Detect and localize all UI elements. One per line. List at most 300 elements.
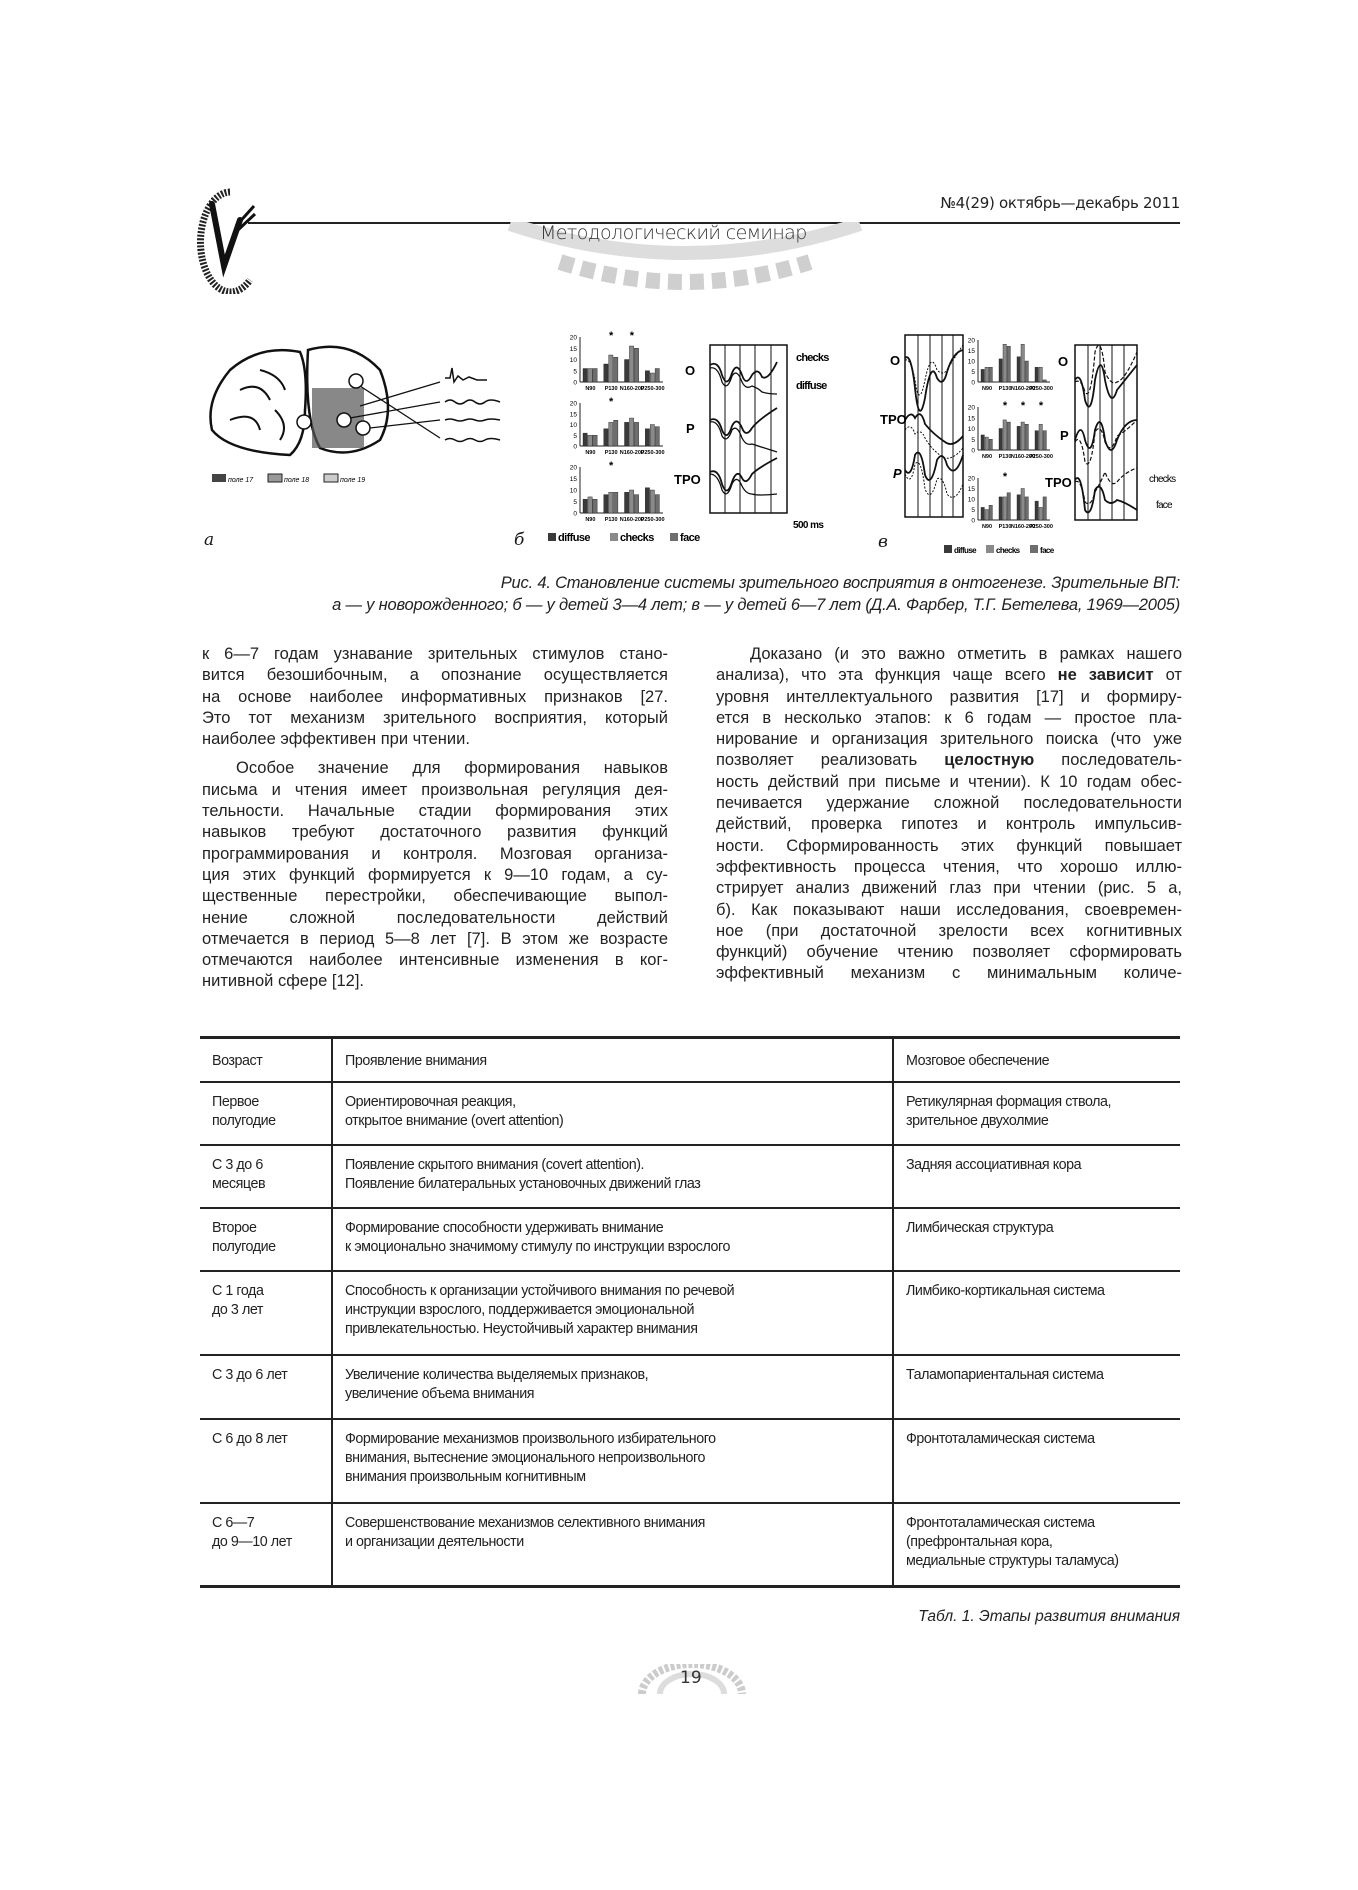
legend-swatch-checks (610, 533, 618, 541)
table-cell (893, 1419, 1180, 1503)
legend-swatch-diffuse (548, 533, 556, 541)
text-run: функций) обучение чтению позволяет сформировать (716, 943, 1182, 962)
text-line (202, 822, 668, 843)
text-line (716, 708, 1182, 729)
cell-line: внимания, вытеснение эмоционального непроизвольного (345, 1449, 705, 1466)
table-cell (200, 1208, 332, 1271)
table-caption: Табл. 1. Этапы развития внимания (918, 1608, 1180, 1625)
panel-v-waves-right (1075, 345, 1137, 520)
cell-line: открытое внимание (overt attention) (345, 1112, 564, 1129)
text-run: последователь- (1034, 751, 1182, 770)
panel-v-waves-left (905, 335, 963, 517)
y-tick-label: 10 (967, 496, 975, 504)
bar (1035, 367, 1038, 382)
bar (634, 422, 638, 446)
x-tick-label: N160-200 (1010, 454, 1036, 460)
figure-caption-line-1: Рис. 4. Становление системы зрительного восприятия в онтогенезе. Зрительные ВП: (500, 574, 1180, 592)
text-run: тельности. Начальные стадии формирования этих (202, 802, 668, 821)
lead-label-o: O (685, 363, 696, 378)
time-scale: 500 ms (793, 520, 824, 531)
bar (583, 369, 587, 383)
y-tick-label: 0 (573, 443, 577, 451)
significance-star-icon: * (1002, 471, 1008, 483)
table-cell (893, 1271, 1180, 1355)
text-run: нитивной сфере [12]. (202, 972, 365, 991)
column-header: Мозговое обеспечение (893, 1038, 1180, 1082)
x-tick-label: N90 (981, 524, 993, 530)
text-line (202, 844, 668, 865)
x-tick-label: P130 (604, 517, 618, 523)
x-tick-label: P250-300 (640, 517, 665, 523)
table-cell (200, 1503, 332, 1587)
bar (655, 427, 659, 446)
y-tick-label: 15 (569, 411, 577, 419)
cell-line: С 6 до 8 лет (212, 1430, 288, 1447)
bar-chart-tpo (570, 460, 665, 523)
text-line (716, 878, 1182, 899)
bar (981, 369, 984, 382)
bar (1043, 380, 1046, 382)
lead-label-p-v: P (893, 466, 902, 481)
bar (1017, 357, 1020, 382)
y-tick-label: 20 (569, 464, 577, 472)
text-line (202, 729, 668, 750)
y-tick-label: 20 (967, 475, 975, 483)
legend-label-diffuse: diffuse (954, 546, 977, 555)
bar-chart-o (570, 330, 665, 392)
column-header: Возраст (200, 1038, 332, 1082)
significance-star-icon: * (608, 460, 614, 472)
figure-panels-b-v (0, 0, 1358, 570)
text-line (716, 814, 1182, 835)
legend-swatch-checks (986, 545, 994, 553)
x-tick-label: N90 (585, 386, 596, 392)
panel-label-a: а (204, 530, 215, 550)
text-run: уровня интеллектуального развития [17] и формиру- (716, 687, 1182, 706)
y-tick-label: 15 (967, 486, 975, 493)
y-tick-label: 5 (573, 368, 577, 376)
bar (989, 367, 992, 382)
y-tick-label: 0 (971, 379, 975, 387)
text-run: ция этих функций формируется к 9—10 годам, а су- (202, 865, 668, 884)
bar (650, 373, 654, 382)
bar (999, 429, 1002, 451)
curve-label-checks-v: checks (1149, 474, 1176, 485)
lead-label-tpo: TPO (674, 472, 701, 487)
cell-line: Увеличение количества выделяемых признаков, (345, 1366, 649, 1383)
issue-info: №4(29) октябрь—декабрь 2011 (940, 194, 1180, 212)
x-tick-label: P250-300 (1029, 454, 1053, 460)
table-row (200, 1419, 1180, 1503)
cell-line: Фронтоталамическая система (906, 1430, 1095, 1447)
cell-line: к эмоционально значимому стимулу по инструкции взрослого (345, 1238, 730, 1255)
bar (1035, 501, 1038, 520)
bar (981, 435, 984, 450)
bar (1035, 431, 1038, 450)
bar (629, 346, 633, 382)
text-run: ное (при достаточной зрелости всех когнитивных (716, 921, 1182, 940)
bar (999, 359, 1002, 382)
bar (1039, 507, 1042, 520)
text-line (202, 665, 668, 686)
table-row (200, 1145, 1180, 1208)
cell-line: зрительное двухолмие (906, 1112, 1049, 1129)
cell-line: Второе (212, 1219, 257, 1236)
y-tick-label: 15 (967, 348, 975, 355)
cell-line: (префронтальная кора, (906, 1533, 1053, 1550)
y-tick-label: 5 (971, 436, 975, 444)
cell-line: до 3 лет (212, 1301, 263, 1318)
brain-legend-2: поле 18 (284, 477, 310, 484)
text-run: нирование и организация зрительного поиска (что уже (716, 730, 1182, 749)
table-cell (332, 1271, 893, 1355)
bar (593, 435, 597, 446)
attention-stages-table (200, 1036, 1180, 1588)
text-run: отмечается в период 5—8 лет [7]. В этом же возрасте (202, 929, 668, 948)
text-line (716, 942, 1182, 963)
figure-caption (332, 572, 1180, 616)
y-tick-label: 10 (569, 487, 577, 495)
table-row (200, 1355, 1180, 1419)
y-tick-label: 20 (569, 400, 577, 408)
bar (1003, 497, 1006, 520)
bar (609, 492, 613, 513)
x-tick-label: N160-200 (619, 386, 644, 392)
y-tick-label: 5 (971, 369, 975, 376)
cell-line: Лимбическая структура (906, 1219, 1054, 1236)
bar (629, 490, 633, 513)
x-tick-label: P130 (998, 524, 1012, 530)
y-tick-label: 20 (569, 334, 577, 342)
text-line (716, 857, 1182, 878)
x-tick-label: N90 (585, 517, 596, 523)
bar (1025, 424, 1028, 450)
text-run: от (1153, 666, 1182, 685)
text-run: к 6—7 годам узнавание зрительных стимулов стано- (202, 645, 668, 663)
text-line (716, 665, 1182, 686)
table-cell (332, 1145, 893, 1208)
cell-line: и организации деятельности (345, 1533, 524, 1550)
bar (1003, 344, 1006, 382)
cell-line: до 9—10 лет (212, 1533, 292, 1550)
x-tick-label: P250-300 (1029, 524, 1053, 530)
cell-line: привлекательностью. Неустойчивый характер внимания (345, 1320, 698, 1337)
text-line (716, 836, 1182, 857)
y-tick-label: 10 (967, 358, 975, 366)
page-number: 19 (680, 1668, 702, 1688)
panel-label-v: в (878, 532, 888, 552)
cell-line: Способность к организации устойчивого внимания по речевой (345, 1282, 735, 1299)
y-tick-label: 20 (967, 404, 975, 412)
text-run: наиболее эффективен при чтении. (202, 730, 470, 749)
cell-line: увеличение объема внимания (345, 1385, 535, 1402)
table-cell (893, 1503, 1180, 1587)
text-run: позволяет реализовать (716, 751, 945, 770)
cell-line: С 1 года (212, 1282, 264, 1299)
bar (645, 488, 649, 513)
x-tick-label: P250-300 (1029, 386, 1053, 392)
significance-star-icon: * (608, 330, 614, 342)
cell-line: Лимбико-кортикальная система (906, 1282, 1105, 1299)
cell-line: С 6—7 (212, 1514, 255, 1531)
table-cell (200, 1355, 332, 1419)
legend-label-checks: checks (620, 532, 654, 544)
table-row (200, 1271, 1180, 1355)
legend-label-face: face (1040, 546, 1054, 555)
bar (650, 425, 654, 447)
text-line (202, 644, 668, 665)
bar (634, 495, 638, 513)
bar (609, 422, 613, 446)
bar (625, 360, 629, 383)
bar (985, 437, 988, 450)
bar (1007, 346, 1010, 382)
significance-star-icon: * (629, 330, 635, 342)
legend-swatch-diffuse (944, 545, 952, 553)
x-tick-label: N90 (981, 386, 993, 392)
text-line (202, 801, 668, 822)
y-tick-label: 10 (569, 422, 577, 429)
significance-star-icon: * (1020, 400, 1026, 412)
y-tick-label: 5 (573, 432, 577, 440)
y-tick-label: 0 (971, 447, 975, 455)
text-line (202, 758, 668, 779)
cell-line: Ретикулярная формация ствола, (906, 1093, 1112, 1110)
bar-chart-p (968, 400, 1053, 460)
text-line (202, 780, 668, 801)
figure-caption-line-2: а — у новорожденного; б — у детей 3—4 лет; в — у детей 6—7 лет (Д.А. Фарбер, Т.Г. Бетелева, 1969—2005) (332, 596, 1180, 614)
table-cell (893, 1355, 1180, 1419)
bar (985, 510, 988, 521)
text-run: действий, проверка гипотез и контроль импульсив- (716, 815, 1182, 834)
bold-text: не зависит (1057, 666, 1154, 685)
y-tick-label: 15 (569, 345, 577, 353)
table-cell (200, 1271, 332, 1355)
legend-swatch-face (670, 533, 678, 541)
text-line (202, 971, 668, 992)
cell-line: полугодие (212, 1112, 276, 1129)
lead-label-tpo-v: TPO (880, 412, 907, 427)
bar (604, 429, 608, 446)
text-line (716, 687, 1182, 708)
bar (609, 355, 613, 382)
text-run: анализа), что эта функция чаще всего (716, 666, 1058, 685)
cell-line: Таламопариентальная система (906, 1366, 1104, 1383)
bar (1003, 420, 1006, 450)
text-run: навыков требуют достаточного развития функций (202, 823, 668, 842)
x-tick-label: N160-200 (1010, 386, 1036, 392)
bar (1007, 493, 1010, 520)
bar (645, 429, 649, 446)
bar (588, 497, 592, 513)
y-tick-label: 20 (967, 337, 975, 345)
cell-line: С 3 до 6 (212, 1156, 263, 1173)
text-line (716, 750, 1182, 771)
table-cell (332, 1082, 893, 1145)
bar-chart-o (968, 338, 1053, 393)
table-row (200, 1082, 1180, 1145)
bar (1039, 367, 1042, 382)
cell-line: полугодие (212, 1238, 276, 1255)
section-title: Методологический семинар (540, 222, 807, 244)
text-run: б). Как показывают наши исследования, своевремен- (716, 900, 1182, 919)
text-line (716, 644, 1182, 665)
bar (1007, 422, 1010, 450)
bar (593, 499, 597, 513)
bar (655, 369, 659, 383)
cell-line: Первое (212, 1093, 259, 1110)
x-tick-label: P250-300 (640, 450, 665, 456)
bar (604, 495, 608, 513)
cell-line: медиальные структуры таламуса) (906, 1552, 1119, 1569)
text-run: щественные перестройки, обеспечивающие выпол- (202, 887, 668, 906)
brain-legend-3: поле 19 (340, 477, 366, 484)
text-line (202, 929, 668, 950)
text-run: Это тот механизм зрительного восприятия, который (202, 708, 668, 727)
cell-line: инструкции взрослого, поддерживается эмоциональной (345, 1301, 694, 1318)
table-header-row (200, 1038, 1180, 1082)
text-line (716, 729, 1182, 750)
y-tick-label: 10 (569, 357, 577, 364)
table-cell (893, 1145, 1180, 1208)
y-tick-label: 5 (971, 507, 975, 514)
x-tick-label: P130 (998, 454, 1012, 460)
legend-swatch-face (1030, 545, 1038, 553)
bar (1043, 497, 1046, 520)
lead-label-o-v2: O (1058, 354, 1069, 369)
curve-label-diffuse: diffuse (796, 380, 827, 392)
lead-label-o-v: O (890, 353, 901, 368)
bar (1043, 431, 1046, 450)
bar (588, 435, 592, 446)
table-cell (332, 1419, 893, 1503)
panel-b-waves (710, 345, 787, 513)
bar (985, 367, 988, 382)
bar (655, 495, 659, 513)
bar (634, 348, 638, 382)
cell-line: Формирование механизмов произвольного избирательного (345, 1430, 716, 1447)
bar (629, 418, 633, 446)
table-cell (893, 1208, 1180, 1271)
table-cell (332, 1355, 893, 1419)
text-run: ности. Сформированность этих функций повышает (716, 836, 1182, 855)
bar (1039, 424, 1042, 450)
bar (625, 422, 629, 446)
bar (588, 369, 592, 383)
y-tick-label: 15 (967, 415, 975, 423)
panel-label-b: б (514, 530, 525, 550)
text-line (202, 950, 668, 971)
bar (625, 492, 629, 513)
bar-chart-p (570, 396, 665, 456)
text-line (716, 900, 1182, 921)
text-run: нение сложной последовательности действий (202, 908, 668, 927)
significance-star-icon: * (1038, 400, 1044, 412)
bar (614, 357, 618, 382)
text-run: ность действий при письме и чтении). К 10 годам обес- (716, 772, 1182, 791)
table-cell (332, 1503, 893, 1587)
x-tick-label: N90 (981, 454, 993, 460)
cell-line: Появление скрытого внимания (covert attention). (345, 1156, 645, 1173)
bar (583, 499, 587, 513)
right-column-text (716, 644, 1182, 985)
bar (593, 369, 597, 383)
text-run: эффективность процесса чтения, что хорошо иллю- (716, 857, 1182, 876)
significance-star-icon: * (608, 396, 614, 408)
lead-label-p: P (686, 421, 695, 436)
curve-label-face-v: face (1156, 500, 1172, 511)
x-tick-label: N90 (585, 450, 596, 456)
text-run: на основе наиболее информативных признаков [27. (202, 687, 668, 706)
x-tick-label: N160-200 (1010, 524, 1036, 530)
table-cell (200, 1082, 332, 1145)
text-run: письма и чтения имеет произвольная регуляция дея- (202, 780, 668, 799)
y-tick-label: 10 (967, 426, 975, 433)
bar (1017, 495, 1020, 520)
bold-text: целостную (944, 751, 1035, 770)
curve-label-checks: checks (796, 352, 829, 364)
bar (981, 507, 984, 520)
y-tick-label: 0 (971, 517, 975, 525)
text-run: Доказано (и это важно отметить в рамках нашего (750, 645, 1182, 663)
table-row (200, 1208, 1180, 1271)
legend-label-face: face (680, 532, 700, 544)
bar (1021, 344, 1024, 382)
bar-chart-tpo (968, 471, 1053, 530)
cell-line: Появление билатеральных установочных движений глаз (345, 1175, 701, 1192)
bar (1025, 361, 1028, 382)
brain-legend-1: поле 17 (228, 477, 254, 484)
significance-star-icon: * (1002, 400, 1008, 412)
text-run: ется в несколько этапов: к 6 годам — простое пла- (716, 708, 1182, 727)
left-column-text (202, 644, 668, 993)
text-line (202, 687, 668, 708)
cell-line: Ориентировочная реакция, (345, 1093, 516, 1110)
text-line (716, 772, 1182, 793)
y-tick-label: 15 (569, 476, 577, 483)
y-tick-label: 0 (573, 379, 577, 387)
text-run: вится безошибочным, а опознание осуществляется (202, 666, 668, 685)
text-line (202, 908, 668, 929)
bar (1017, 426, 1020, 450)
text-line (202, 708, 668, 729)
table-cell (332, 1208, 893, 1271)
text-run: стрирует анализ движений глаз при чтении (рис. 5 а, (716, 879, 1182, 898)
text-line (202, 886, 668, 907)
y-tick-label: 5 (573, 499, 577, 506)
text-line (716, 793, 1182, 814)
text-run: отмечаются наиболее интенсивные изменения в ког- (202, 951, 668, 970)
x-tick-label: N160-200 (619, 450, 644, 456)
bar (614, 492, 618, 513)
bar (650, 490, 654, 513)
cell-line: С 3 до 6 лет (212, 1366, 288, 1383)
cell-line: Фронтоталамическая система (906, 1514, 1095, 1531)
legend-label-diffuse: diffuse (558, 532, 590, 544)
text-run: программирования и контроля. Мозговая организа- (202, 844, 668, 863)
text-line (716, 963, 1182, 984)
cell-line: Совершенствование механизмов селективного внимания (345, 1514, 705, 1531)
x-tick-label: P130 (604, 386, 618, 392)
bar (1021, 422, 1024, 450)
legend-label-checks: checks (996, 546, 1020, 555)
text-run: Особое значение для формирования навыков (236, 759, 668, 778)
bar (645, 371, 649, 382)
table-row (200, 1503, 1180, 1587)
text-line (202, 865, 668, 886)
bar (989, 439, 992, 450)
table-cell (200, 1145, 332, 1208)
